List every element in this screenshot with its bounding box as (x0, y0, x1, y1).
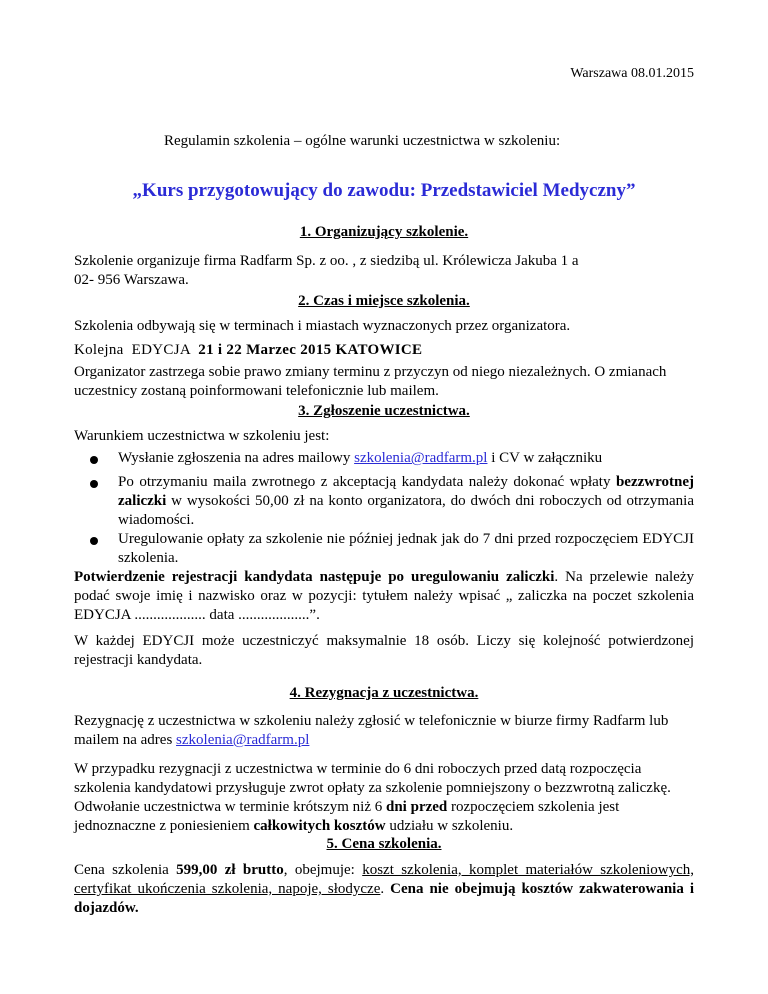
organizer-line-2: 02- 956 Warszawa. (74, 272, 189, 288)
resignation-text: Rezygnację z uczestnictwa w szkoleniu należy zgłosić w telefonicznie w biurze firmy Radfarm lub mailem na adres (74, 713, 669, 748)
price-text: Cena szkolenia (74, 862, 177, 878)
condition-2-suffix: w wysokości 50,00 zł na konto organizatora, do dwóch dni roboczych od otrzymania wiadomości. (118, 493, 694, 528)
refund-text-end: udziału w szkoleniu. (385, 818, 514, 834)
refund-text-mid: rozpoczęciem szkolenia jest jednoznaczne z poniesieniem (74, 799, 620, 834)
bullet-dot (90, 480, 98, 488)
bullet-dot (90, 456, 98, 464)
refund-bold-days: dni przed (386, 799, 448, 815)
confirmation-bold: Potwierdzenie rejestracji kandydata następuje po uregulowaniu zaliczki (74, 569, 555, 585)
bullet-dot (90, 537, 98, 545)
edition-prefix: Kolejna EDYCJA (74, 342, 199, 358)
resignation-email-link[interactable]: szkolenia@radfarm.pl (176, 732, 310, 748)
price-separator: . (380, 881, 391, 897)
section-heading-price: 5. Cena szkolenia. (326, 836, 442, 852)
participant-limit: W każdej EDYCJI może uczestniczyć maksymalnie 18 osób. Liczy się kolejność potwierdzonej rejestracji kandydata. (74, 633, 694, 668)
organizer-line-1: Szkolenie organizuje firma Radfarm Sp. z oo. , z siedzibą ul. Królewicza Jakuba 1 a (74, 253, 579, 269)
condition-2-text: Po otrzymaniu maila zwrotnego z akceptacją kandydata należy dokonać wpłaty (118, 474, 616, 490)
price-includes: koszt szkolenia, komplet materiałów szkoleniowych, certyfikat ukończenia szkolenia, napoje, słodycze (74, 862, 694, 897)
refund-text: W przypadku rezygnacji z uczestnictwa w terminie do 6 dni roboczych przed datą rozpoczęcia szkolenia kandydatowi przysługuje zwrot opłaty za szkolenie pomniejszony o bezzwrotną zaliczkę. Odwołanie uczestnictwa w terminie krótszym niż 6 (74, 761, 671, 815)
section-heading-time-place: 2. Czas i miejsce szkolenia. (298, 293, 470, 309)
price-text-mid: , obejmuje: (283, 862, 363, 878)
registration-email-link[interactable]: szkolenia@radfarm.pl (354, 450, 488, 466)
price-paragraph (74, 861, 694, 918)
registration-condition-3: Uregulowanie opłaty za szkolenie nie później jednak jak do 7 dni przed rozpoczęciem EDYCJI szkolenia. (118, 531, 694, 566)
time-place-line: Szkolenia odbywają się w terminach i miastach wyznaczonych przez organizatora. (74, 318, 571, 334)
price-amount: 599,00 zł brutto (176, 862, 284, 878)
section-heading-resignation: 4. Rezygnacja z uczestnictwa. (289, 685, 479, 701)
condition-1-suffix: i CV w załączniku (487, 450, 603, 466)
edition-date-city: 21 i 22 Marzec 2015 KATOWICE (198, 342, 423, 358)
document-date: Warszawa 08.01.2015 (570, 66, 694, 81)
condition-2-bold: bezzwrotnej zaliczki (118, 474, 694, 509)
edition-line (74, 341, 694, 360)
resignation-procedure (74, 712, 694, 750)
price-excludes: Cena nie obejmują kosztów zakwaterowania i dojazdów. (74, 881, 694, 916)
section-heading-registration: 3. Zgłoszenie uczestnictwa. (298, 403, 470, 419)
condition-1-text: Wysłanie zgłoszenia na adres mailowy (118, 450, 355, 466)
registration-confirmation (74, 568, 694, 625)
resignation-refund (74, 760, 694, 836)
registration-condition-1 (118, 449, 694, 468)
course-title: „Kurs przygotowujący do zawodu: Przedstawiciel Medyczny” (132, 180, 636, 201)
registration-lead: Warunkiem uczestnictwa w szkoleniu jest: (74, 428, 330, 444)
refund-bold-costs: całkowitych kosztów (253, 818, 386, 834)
confirmation-text: . Na przelewie należy podać swoje imię i nazwisko oraz w pozycji: tytułem należy wpisać „ zaliczka na poczet szkolenia EDYCJA ................... data ...................”. (74, 569, 694, 623)
registration-condition-2 (118, 473, 694, 530)
document-intro: Regulamin szkolenia – ogólne warunki uczestnictwa w szkoleniu: (164, 133, 561, 149)
section-heading-organizer: 1. Organizujący szkolenie. (299, 224, 469, 240)
schedule-change-note: Organizator zastrzega sobie prawo zmiany terminu z przyczyn od niego niezależnych. O zmianach uczestnicy zostaną poinformowani telefonicznie lub mailem. (74, 364, 667, 399)
